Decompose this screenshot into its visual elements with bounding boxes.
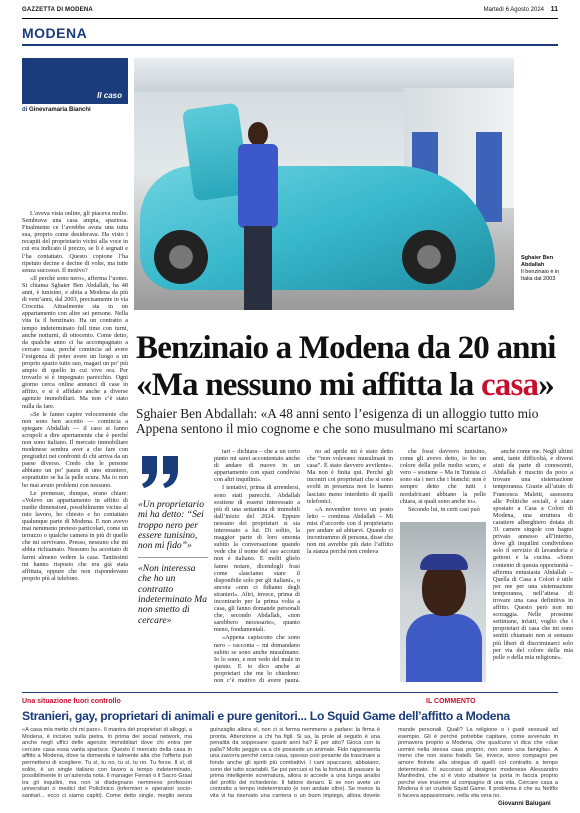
paragraph: L’aveva vista online, gli piaceva molto. Sembrava una casa ampia, spaziosa. Finalmente ce l’avrebbe avuta una tutta sua, proprio come desiderava. Ha visto i recapiti del proprietario vicini alla voce in cui era indicato il prezzo, se li è segnati e l’ha contattato. Questo copione l’ha ripetuto decine e decine di volte, ma tutte senza successo. Il motivo? xyxy=(22,210,128,274)
paragraph: anche come me. Negli ultimi anni, tante difficoltà, e diversi aiuti da parte di conoscenti, Abdallah è riuscito da poco a trovare una sistemazione temporanea. Grazie all’aiuto di Francesca Maletti, assessora alle Politiche sociali, è stato spostato a Casa a Colori di Modena, una struttura di carattere alberghiero dotata di 31 camere singole con bagno privato annesso all’interno, dove gli inquilini condividono solo il servizio di lavanderia e gettoni e la cucina. «Sono contento di questa opportunità – afferma entusiasta Abdallah – Quella di Casa a Colori è utile per me per una sistemazione temporanea, nell’attesa di trovare una casa definitiva in affitto. Questo però non mi scoraggia. Nelle prossime settimane, infatti, voglio che i proprietari di casa che mi sono sentiti chiamato non si sentano più liberi di discriminarci solo per via del colore della mia pelle o della mia religione». xyxy=(493,448,573,661)
subheadline: Sghaier Ben Abdallah: «A 48 anni sento l’esigenza di un alloggio tutto mio Appena sentono il mio cognome e che sono musulmano mi scartano» xyxy=(136,406,539,437)
paragraph: «Appena capiscono che sono nero – racconta – mi domandano subito se sono anche musulmano. Io lo sono, e non vedo del male in questo. E io dico anche ai proprietari che me lo chiedono: non c’è motivo di avere paura. xyxy=(214,634,300,684)
article-column-6 xyxy=(493,448,573,684)
commento-signature: Giovanni Balugani xyxy=(498,801,551,807)
bottom-column-3: mande personali. Quali? La religione o i gusti sessuali ad esempio. Gli è perché potrebbe capitare, come avvenuto in primavera proprio a Modena, che qualcuno vi dica che «due uomini nella stessa casa proprio, non sono una famiglia». A meno che non siano fratelli. Se, invece, sono compagni per amore finirete alla stregua di quelli col contratto a tempo determinato. Il successo al designer modenese Alessandro Manfredini, che si è visto sbattere la porta in faccia proprio perché vive insieme al compagno di una vita. Cercare casa a Modena è un crudele Squid Game. Il problema è che su Netflix ti faceva appassionare, nella vita vera no. xyxy=(398,727,558,799)
caption-name: Sghaier Ben Abdallah xyxy=(521,255,554,268)
section-rule xyxy=(22,44,558,46)
man-shirt xyxy=(238,144,278,228)
il-caso-label: Il caso xyxy=(97,91,122,100)
paragraph: I tentativi, prima di arrendersi, sono stati parecchi. Abdallah sostiene di essersi interessato a più di una settantina di immobili dall’inizio del 2024. Eppure nessuno dei proprietari si sia interessato a lui. Di solito, la maggior parte di loro smonta subito la conversazione quando vede che il nome del suo account non è italiano. E molti glielo fanno notare, dicendogli frasi come «lasciamo stare il disponibile solo per gli italiani», o ancora «non ci fidiamo degli stranieri». Altri, invece, prima di incontrarlo per la prima volta a casa, gli fanno domande personali che, secondo Abdallah, «non sarebbero necessarie», quanto meno, fondamentali. xyxy=(214,484,300,634)
caption-text: Il benzinaio è in Italia dal 2003 xyxy=(521,268,560,282)
bottom-rule xyxy=(22,692,558,693)
photo-caption xyxy=(521,255,571,283)
page-number: 11 xyxy=(550,6,558,13)
bottom-headline: Stranieri, gay, proprietari di animali e pure genitori... Lo Squid Game dell’affitto a Modena xyxy=(22,709,510,723)
car-wheel xyxy=(154,230,208,284)
section-title: MODENA xyxy=(22,25,88,41)
man-legs xyxy=(244,226,272,310)
byline xyxy=(22,107,91,113)
paragraph: Le premesse, dunque, erano chiare: «Volevo un appartamento in affitto di medie dimensioni, possibilmente vicino al mio lavoro, ho chiesto e ho contattato qualunque parte di Modena. E non avevo mai nemmeno preteso particolari, come un terrazzo o qualche camera in più di quelle che mi servivano. Presso, nessuno che mi abbia richiamato. Nessuno ha accettato di farmi almeno vedere la casa. Tantissimi mi hanno risposto che era già stata affittata, oppure che non rispondevano proprio più al telefono. xyxy=(22,489,128,582)
paragraph: che fossi davvero tunisino, come gli avevo detto, io ho un colore della pelle molto scuro, e vero – sostiene – Ma in Tunisia ci sono sia i neri che i bianchi: non è sempre detto che tutti i nordafricani abbiano la pelle chiara, ai quali sono anche io». xyxy=(400,448,486,505)
headline-line-1: Benzinaio a Modena da 20 anni xyxy=(136,330,556,366)
paragraph: «A novembre trovo un posto letto – continua Abdallah – Mi misi d’accordo con il proprietario per andare ad abitarvi. Quando ci incontrammo di persona, disse che non mi avrebbe più dato l’affitto la stanza perché non credeva xyxy=(307,505,393,556)
paragraph: Secondo lui, in certi casi può xyxy=(408,505,480,513)
paragraph: «Se le fanno capire velocemente che non sono ben accetto — comincia a spiegare Abdallah — il caso si fanno scrupoli a dire apertamente che è perché non sono italiano. Il mercato immobiliare modenese sembra aver a che fare con pregiudizi nei confronti di chi arriva da un paese diverso. Credo che le persone abbiano un po’ paura di uno straniero, soprattutto se ha la pelle scura. Ma io non ho mai avuto problemi con nessuno. xyxy=(22,410,128,489)
portrait-face xyxy=(422,562,466,616)
pull-quote-2: «Non interessa che ho un contratto indeterminato Ma non smetto di cercare» xyxy=(138,563,208,626)
bottom-kicker: Una situazione fuori controllo xyxy=(22,698,121,705)
portrait-cap xyxy=(420,554,468,570)
man-figure xyxy=(234,122,282,310)
main-photo xyxy=(134,58,514,310)
fuel-pump xyxy=(476,132,502,222)
portrait-photo xyxy=(400,522,486,682)
headline-line-2-start: «Ma nessuno mi affitta la xyxy=(136,367,481,403)
paragraph: no ad aprile mi è stato detto che “non volevano musulmani in casa”. È stato davvero avvilente». Ma non è finita qui. Perché gli incontri coi proprietari che si sono svolti in presenza non lo hanno lasciato meno interdetto di quelli telefonici. xyxy=(307,448,393,505)
car-wheel xyxy=(402,230,456,284)
quote-divider xyxy=(138,557,208,558)
article-column-1 xyxy=(22,210,128,680)
bottom-column-1: «A casa mia metto chi mi pare». Il mantra dei proprietari di alloggi, a Modena, è incisivo sulla pietra. In prima dei social network, ma anche negli uffici delle agenzie immobiliari dove chi entra per cercare casa essa vanta sparisce. Questo il mercato della casa in affitto a Modena, dove la domanda è talmente alta che l’offerta può permettersi di scegliere. Tu sì, tu no, tu sì, tu no. Tu forse. Il sì, di solito, è un single italiano con lavoro a tempo indeterminato, possibilmente in un’azienda nota. Il manager Ferrari o il Sacro Graal tra gli inquilini, ma non si disdegnano nemmeno professori universitari o medici del Policlinico (infermieri e operatori socio-sanitari... ecco ci siamo capiti). Come detto single, meglio senza xyxy=(22,727,192,799)
headline-highlight: casa xyxy=(480,367,539,403)
paragraph: tari – dichiara – che a un certo punto mi sarei accontentato anche di andare di nuovo in un appartamento con spazi condivisi con altri inquilini». xyxy=(214,448,300,484)
quote-marks-icon xyxy=(140,452,182,492)
author-name: Ginevramaria Bianchi xyxy=(29,107,91,113)
man-head xyxy=(248,122,268,146)
headline-line-2 xyxy=(136,369,566,402)
byline-prefix: di xyxy=(22,107,28,113)
paragraph: «Il perché sono nero», afferma l’uomo. Si chiama Sghaier Ben Abdallah, ha 48 anni, è tunisino, e abita a Modena da più di vent’anni, dal 2003, precisamente in via Crocetta. Attualmente sta in un appartamento con altre sei persone. Nella vita fa il benzinaio. Ha un contratto a tempo indeterminato full time con turni, anche notturni, di ottocento. Come detto, da qualche anno ci ha accompagnato a cercare casa, perché comincia ad avere l’esigenza di poter avere un luogo a un proprio spazio tutto suo, magari un po’ più ampio di quello in cui vive ora. Per trovarlo si è impegnato parecchio. Ogni giorno cerca online annunci di case in affitto, e si è affidato anche a diverse agenzie immobiliari. Ma non c’è stato nulla da fare. xyxy=(22,274,128,410)
issue-date: Martedì 6 Agosto 2024 xyxy=(483,7,544,13)
station-canopy xyxy=(134,58,514,92)
page-header xyxy=(22,6,558,18)
bottom-column-2: guinzaglio allora sì, non ci si ferma nemmeno a parlare: la firma è pronta. Attenzione a chi ha figli. Si sa, la prole al seguito è una penalità da soppesare: quanti anni ha? È per atto? Gioca con la palla? Molto peggio va a chi possiede un animale. Fido rappresenta una zavorra perché cerca casa, spesso così pesante da trascinare a fondo anche gli spiriti più combattivi. I cani spaccano, abbaiano, sono dei tutto scartabili. Se poi percuoi si ha la fortuna di passare la prima intelligente scrematura, allora si accede a una lunga analisi del profilo del richiedente. Il fattore denaro. E se non avete un contratto a tempo indeterminato (e non andate oltre). Se invece la vita vi ha riservato una carriera o un buon impiego, allora dovete xyxy=(210,727,380,799)
article-column-3 xyxy=(214,448,300,684)
article-column-4 xyxy=(307,448,393,684)
il-caso-tag xyxy=(22,58,128,104)
pull-quote-1: «Un proprietario mi ha detto: “Sei troppo nero per essere tunisino, non mi fido”» xyxy=(138,499,205,552)
header-rule xyxy=(22,18,558,19)
commento-label: IL COMMENTO xyxy=(426,698,476,705)
portrait-shirt xyxy=(406,614,482,682)
article-column-5 xyxy=(400,448,486,516)
newspaper-name: GAZZETTA DI MODENA xyxy=(22,7,93,13)
headline-line-2-end: » xyxy=(538,367,554,403)
